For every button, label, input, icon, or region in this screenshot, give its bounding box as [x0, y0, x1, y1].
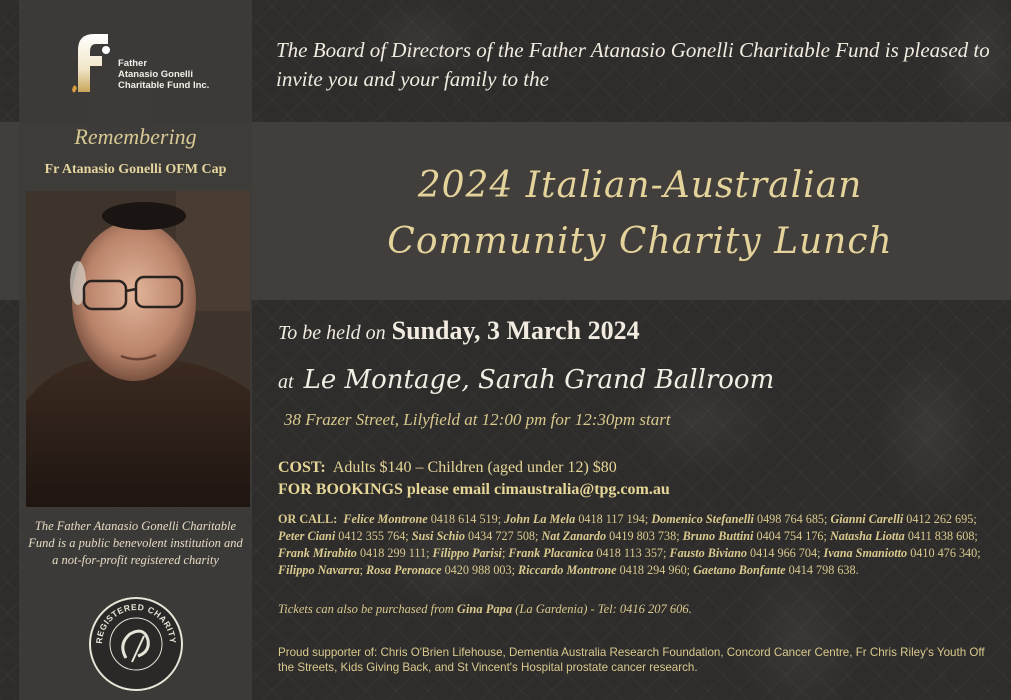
contact-list: OR CALL: Felice Montrone 0418 614 519; John La Mela 0418 117 194; Domenico Stefanelli 0498 764 685; Gianni Carelli 0412 262 695; Peter Ciani 0412 355 764; Susi Schio 0434 727 508; Nat Zanardo 0419 803 738; Bruno Buttini 0404 754 176; Natasha Liotta 0411 838 608; Frank Mirabito 0418 299 111; Filippo Parisi; Frank Placanica 0418 113 357; Fausto Biviano 0414 966 704; Ivana Smaniotto 0410 476 340; Filippo Navarra; Rosa Peronace 0420 988 003; Riccardo Montrone 0418 294 960; Gaetano Bonfante 0414 798 638. [278, 512, 981, 578]
event-title [280, 158, 1000, 270]
contact-name: Riccardo Montrone [518, 563, 617, 578]
contact-entry: Filippo Parisi; [432, 546, 509, 561]
ticket-seller: Gina Papa [456, 602, 513, 616]
contact-phone: 0411 838 608 [904, 529, 975, 544]
contact-phone: 0434 727 508 [464, 529, 535, 544]
contact-phone: 0419 803 738 [606, 529, 677, 544]
contact-entry: Domenico Stefanelli 0498 764 685; [651, 512, 831, 526]
fund-logo [68, 30, 228, 100]
contact-phone: 0404 754 176 [753, 529, 824, 544]
contact-phone: 0412 355 764 [335, 529, 406, 544]
tickets-line: Tickets can also be purchased from Gina Papa (La Gardenia) - Tel: 0416 207 606. [278, 602, 692, 616]
event-title-line1: 2024 Italian-Australian [417, 165, 863, 206]
contact-name: Fausto Biviano [669, 546, 747, 561]
contact-name: Bruno Buttini [682, 529, 754, 544]
contact-entry: Felice Montrone 0418 614 519; [343, 512, 505, 526]
event-title-line2: Community Charity Lunch [387, 221, 893, 262]
contact-entry: Natasha Liotta 0411 838 608; [829, 529, 978, 544]
event-date-line: To be held on Sunday, 3 March 2024 [278, 316, 640, 345]
portrait-image [26, 191, 250, 507]
contact-name: Nat Zanardo [541, 529, 607, 544]
invitation-intro: The Board of Directors of the Father Atanasio Gonelli Charitable Fund is pleased to invite you and your family to the [276, 38, 990, 91]
contact-name: Felice Montrone [343, 512, 428, 526]
registered-charity-badge [88, 596, 184, 692]
contact-phone: 0418 113 357 [593, 546, 664, 561]
contact-entry: Filippo Navarra; [278, 563, 367, 578]
contact-phone: 0418 117 194 [575, 512, 645, 526]
contact-name: Filippo Navarra [278, 563, 360, 578]
fund-logo-icon [68, 30, 112, 96]
contact-name: John La Mela [504, 512, 576, 526]
badge-text: REGISTERED CHARITY [93, 601, 179, 645]
remembering-heading: Remembering [74, 124, 197, 149]
contact-entry: Frank Mirabito 0418 299 111; [278, 546, 433, 561]
contact-name: Ivana Smaniotto [823, 546, 908, 561]
contact-phone: 0414 966 704 [747, 546, 818, 561]
contact-name: Susi Schio [411, 529, 465, 544]
contact-entry: Riccardo Montrone 0418 294 960; [518, 563, 694, 578]
contact-entry: Susi Schio 0434 727 508; [411, 529, 542, 544]
contact-phone: 0498 764 685 [753, 512, 824, 526]
contacts [278, 512, 981, 577]
contact-name: Frank Placanica [508, 546, 594, 561]
contact-phone: 0412 262 695 [903, 512, 974, 526]
contact-name: Frank Mirabito [278, 546, 357, 561]
fund-logo-text: Father Atanasio Gonelli Charitable Fund Inc. [118, 58, 210, 91]
contact-phone: 0410 476 340 [907, 546, 978, 561]
proud-supporter: Proud supporter of: Chris O'Brien Lifehouse, Dementia Australia Research Foundation, Concord Cancer Centre, Fr Chris Riley's Youth Off the Streets, Kids Giving Back, and St Vincent's Hospital prostate cancer research. [278, 646, 985, 674]
contact-name: Peter Ciani [278, 529, 336, 544]
contact-phone: 0420 988 003 [441, 563, 512, 578]
contact-phone: 0414 798 638 [785, 563, 856, 578]
contact-name: Domenico Stefanelli [651, 512, 754, 526]
portrait-photo [26, 191, 250, 507]
contact-name: Gaetano Bonfante [693, 563, 786, 578]
event-address: 38 Frazer Street, Lilyfield at 12:00 pm for 12:30pm start [284, 410, 671, 429]
contact-name: Natasha Liotta [829, 529, 905, 544]
event-date: Sunday, 3 March 2024 [391, 316, 640, 345]
contact-entry: Frank Placanica 0418 113 357; [508, 546, 670, 561]
contact-entry: Peter Ciani 0412 355 764; [278, 529, 412, 544]
contact-entry: Fausto Biviano 0414 966 704; [669, 546, 824, 561]
contact-name: Rosa Peronace [366, 563, 442, 578]
contact-entry: Ivana Smaniotto 0410 476 340; [823, 546, 981, 561]
contact-entry: John La Mela 0418 117 194; [504, 512, 652, 526]
contact-entry: Gianni Carelli 0412 262 695; [830, 512, 977, 526]
contact-phone: 0418 294 960 [616, 563, 687, 578]
contact-phone: 0418 299 111 [356, 546, 427, 561]
contact-entry: Bruno Buttini 0404 754 176; [682, 529, 830, 544]
contact-entry: Rosa Peronace 0420 988 003; [366, 563, 519, 578]
bookings-line: FOR BOOKINGS please email cimaustralia@tpg.com.au [278, 481, 670, 498]
event-venue-line: at Le Montage, Sarah Grand Ballroom [278, 365, 775, 395]
honoree-name: Fr Atanasio Gonelli OFM Cap [44, 162, 227, 177]
contact-entry: Gaetano Bonfante 0414 798 638. [693, 563, 859, 578]
contact-entry: Nat Zanardo 0419 803 738; [541, 529, 683, 544]
contact-name: Gianni Carelli [830, 512, 904, 526]
contact-phone: 0418 614 519 [427, 512, 498, 526]
fund-description: The Father Atanasio Gonelli Charitable Fund is a public benevolent institution and a not-for-profit registered charity [28, 519, 243, 567]
cost-line: COST: Adults $140 – Children (aged under 12) $80 [278, 459, 617, 476]
venue-name: Le Montage, Sarah Grand Ballroom [303, 365, 775, 395]
contact-name: Filippo Parisi [432, 546, 502, 561]
